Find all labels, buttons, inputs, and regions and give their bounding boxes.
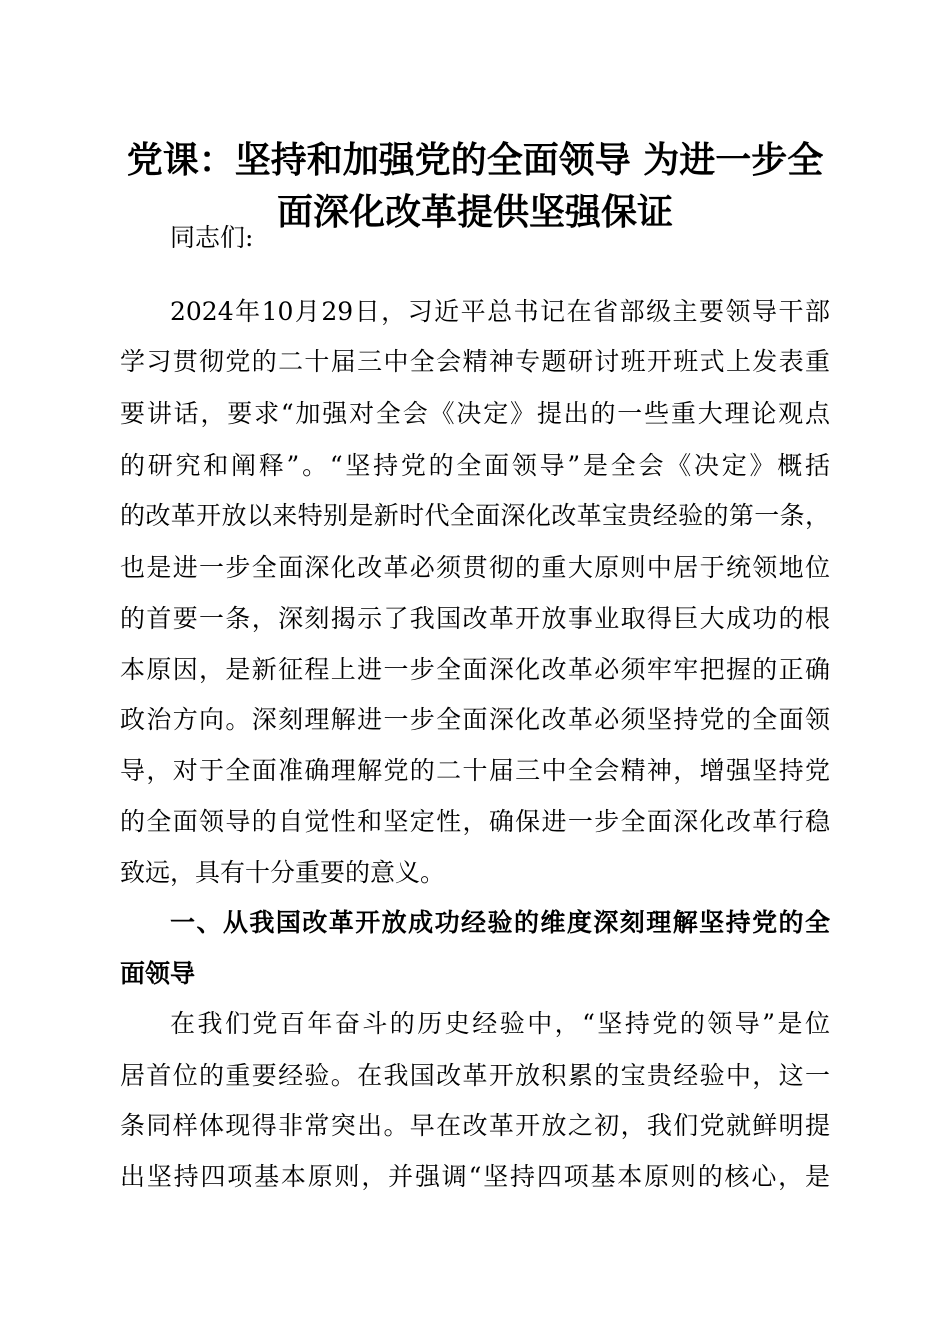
paragraph-line: 在我们党百年奋斗的历史经验中，“坚持党的领导”是位	[170, 1009, 830, 1038]
paragraph-line: 出坚持四项基本原则，并强调“坚持四项基本原则的核心，是	[120, 1162, 830, 1191]
paragraph-line: 的全面领导的自觉性和坚定性，确保进一步全面深化改革行稳	[120, 807, 830, 836]
paragraph-line: 导，对于全面准确理解党的二十届三中全会精神，增强坚持党	[120, 756, 830, 785]
paragraph-line: 2024年10月29日，习近平总书记在省部级主要领导干部	[170, 297, 830, 326]
section-heading-line: 面领导	[120, 959, 196, 988]
paragraph-line: 也是进一步全面深化改革必须贯彻的重大原则中居于统领地位	[120, 553, 830, 582]
paragraph-line: 本原因，是新征程上进一步全面深化改革必须牢牢把握的正确	[120, 655, 830, 684]
paragraph-line: 居首位的重要经验。在我国改革开放积累的宝贵经验中，这一	[120, 1061, 830, 1090]
document-title-line-1: 党课：坚持和加强党的全面领导 为进一步全	[126, 139, 824, 181]
section-heading-line: 一、从我国改革开放成功经验的维度深刻理解坚持党的全	[170, 908, 830, 937]
paragraph-line: 的研究和阐释”。“坚持党的全面领导”是全会《决定》概括	[120, 451, 830, 480]
salutation: 同志们:	[170, 223, 254, 252]
paragraph-line: 致远，具有十分重要的意义。	[120, 858, 446, 887]
paragraph-line: 条同样体现得非常突出。早在改革开放之初，我们党就鲜明提	[120, 1111, 830, 1140]
paragraph-line: 的改革开放以来特别是新时代全面深化改革宝贵经验的第一条，	[120, 501, 830, 530]
document-title-line-2: 面深化改革提供坚强保证	[276, 191, 673, 233]
paragraph-line: 政治方向。深刻理解进一步全面深化改革必须坚持党的全面领	[120, 705, 830, 734]
paragraph-line: 要讲话，要求“加强对全会《决定》提出的一些重大理论观点	[120, 399, 830, 428]
paragraph-line: 的首要一条，深刻揭示了我国改革开放事业取得巨大成功的根	[120, 604, 830, 633]
paragraph-line: 学习贯彻党的二十届三中全会精神专题研讨班开班式上发表重	[120, 347, 830, 376]
